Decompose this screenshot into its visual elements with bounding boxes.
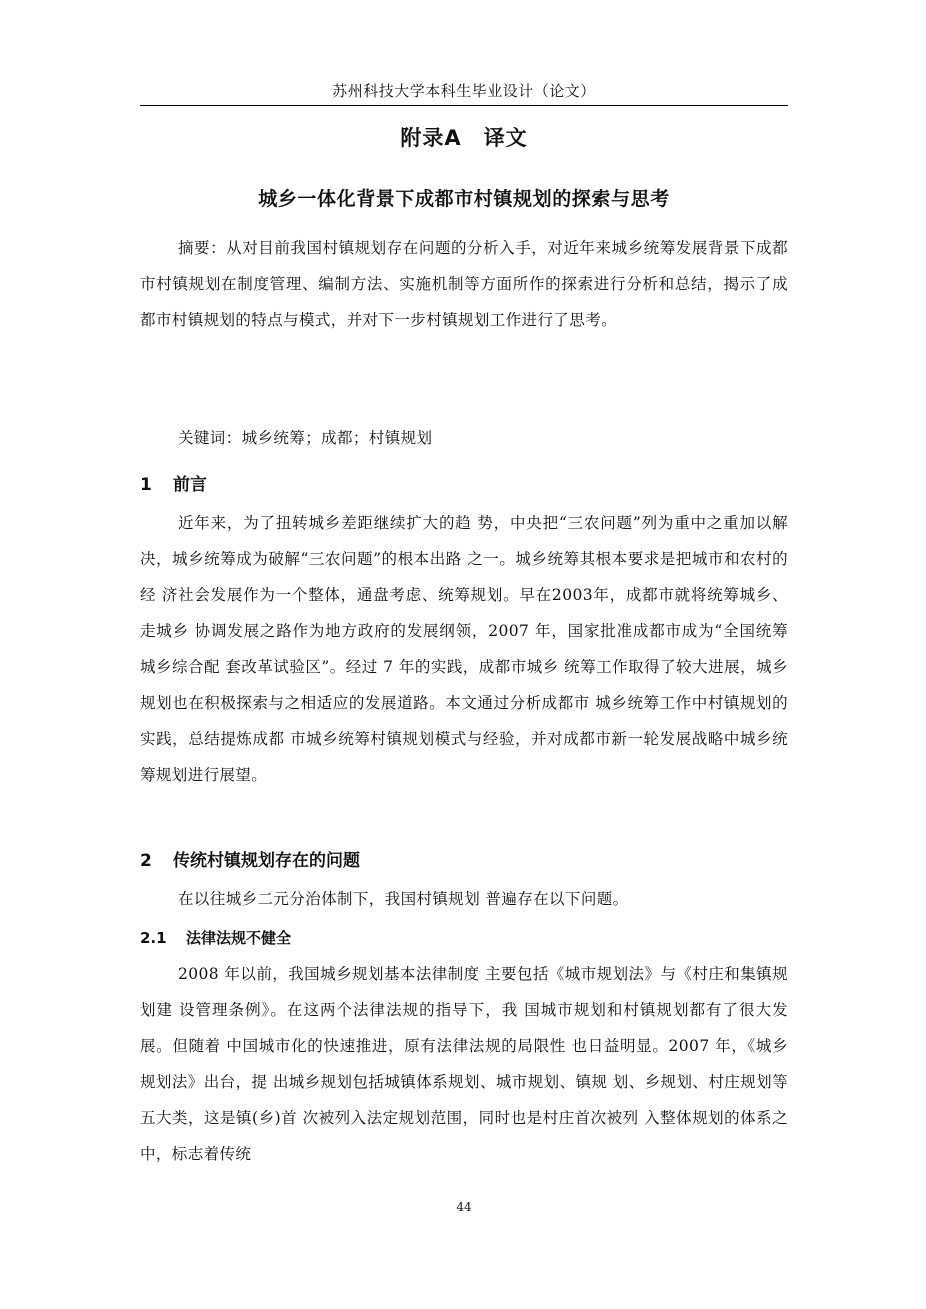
- section-2-heading: [140, 846, 360, 871]
- section-2-1-title: 法律法规不健全: [186, 929, 292, 947]
- abstract-paragraph: 摘要：从对目前我国村镇规划存在问题的分析入手，对近年来城乡统筹发展背景下成都市村镇规划在制度管理、编制方法、实施机制等方面所作的探索进行分析和总结，揭示了成都市村镇规划的特点与模式，并对下一步村镇规划工作进行了思考。: [140, 239, 788, 329]
- article-title: 城乡一体化背景下成都市村镇规划的探索与思考: [258, 188, 670, 210]
- section-1-body: 近年来，为了扭转城乡差距继续扩大的趋 势，中央把“三农问题”列为重中之重加以解 决，城乡统筹成为破解“三农问题”的根本出路 之一。城乡统筹其根本要求是把城市和农村的经 济社会发展作为一个整体，通盘考虑、统筹规划。早在2003年，成都市就将统筹城乡、走城乡 协调发展之路作为地方政府的发展纲领，2007 年，国家批准成都市成为“全国统筹城乡综合配 套改革试验区”。经过 7 年的实践，成都市城乡 统筹工作取得了较大进展，城乡规划也在积极探索与之相适应的发展道路。本文通过分析成都市 城乡统筹工作中村镇规划的实践，总结提炼成都 市城乡统筹村镇规划模式与经验，并对成都市新一轮发展战略中城乡统筹规划进行展望。: [140, 514, 788, 784]
- section-1-title: 前言: [173, 475, 207, 495]
- header-rule: [140, 105, 788, 106]
- running-header: 苏州科技大学本科生毕业设计（论文）: [332, 82, 596, 100]
- appendix-title: 译文: [483, 126, 528, 150]
- page-number: 44: [456, 1200, 472, 1214]
- section-2-number: 2: [140, 851, 152, 871]
- appendix-heading: [140, 122, 788, 152]
- section-1-heading: [140, 470, 207, 495]
- section-2-1-body: 2008 年以前，我国城乡规划基本法律制度 主要包括《城市规划法》与《村庄和集镇规划建 设管理条例》。在这两个法律法规的指导下，我 国城市规划和村镇规划都有了很大发展。但随着 中国城市化的快速推进，原有法律法规的局限性 也日益明显。2007 年，《城乡规划法》出台，提 出城乡规划包括城镇体系规划、城市规划、镇规 划、乡规划、村庄规划等五大类，这是镇(乡)首 次被列入法定规划范围，同时也是村庄首次被列 入整体规划的体系之中，标志着传统: [140, 965, 788, 1163]
- section-2-body: 在以往城乡二元分治体制下，我国村镇规划 普遍存在以下问题。: [178, 890, 629, 908]
- section-1-number: 1: [140, 475, 152, 495]
- section-2-title: 传统村镇规划存在的问题: [173, 851, 360, 871]
- appendix-label: 附录A: [400, 126, 462, 150]
- section-2-1-heading: [140, 927, 291, 948]
- section-2-1-number: 2.1: [140, 929, 167, 947]
- keywords-line: 关键词：城乡统筹；成都；村镇规划: [178, 429, 433, 447]
